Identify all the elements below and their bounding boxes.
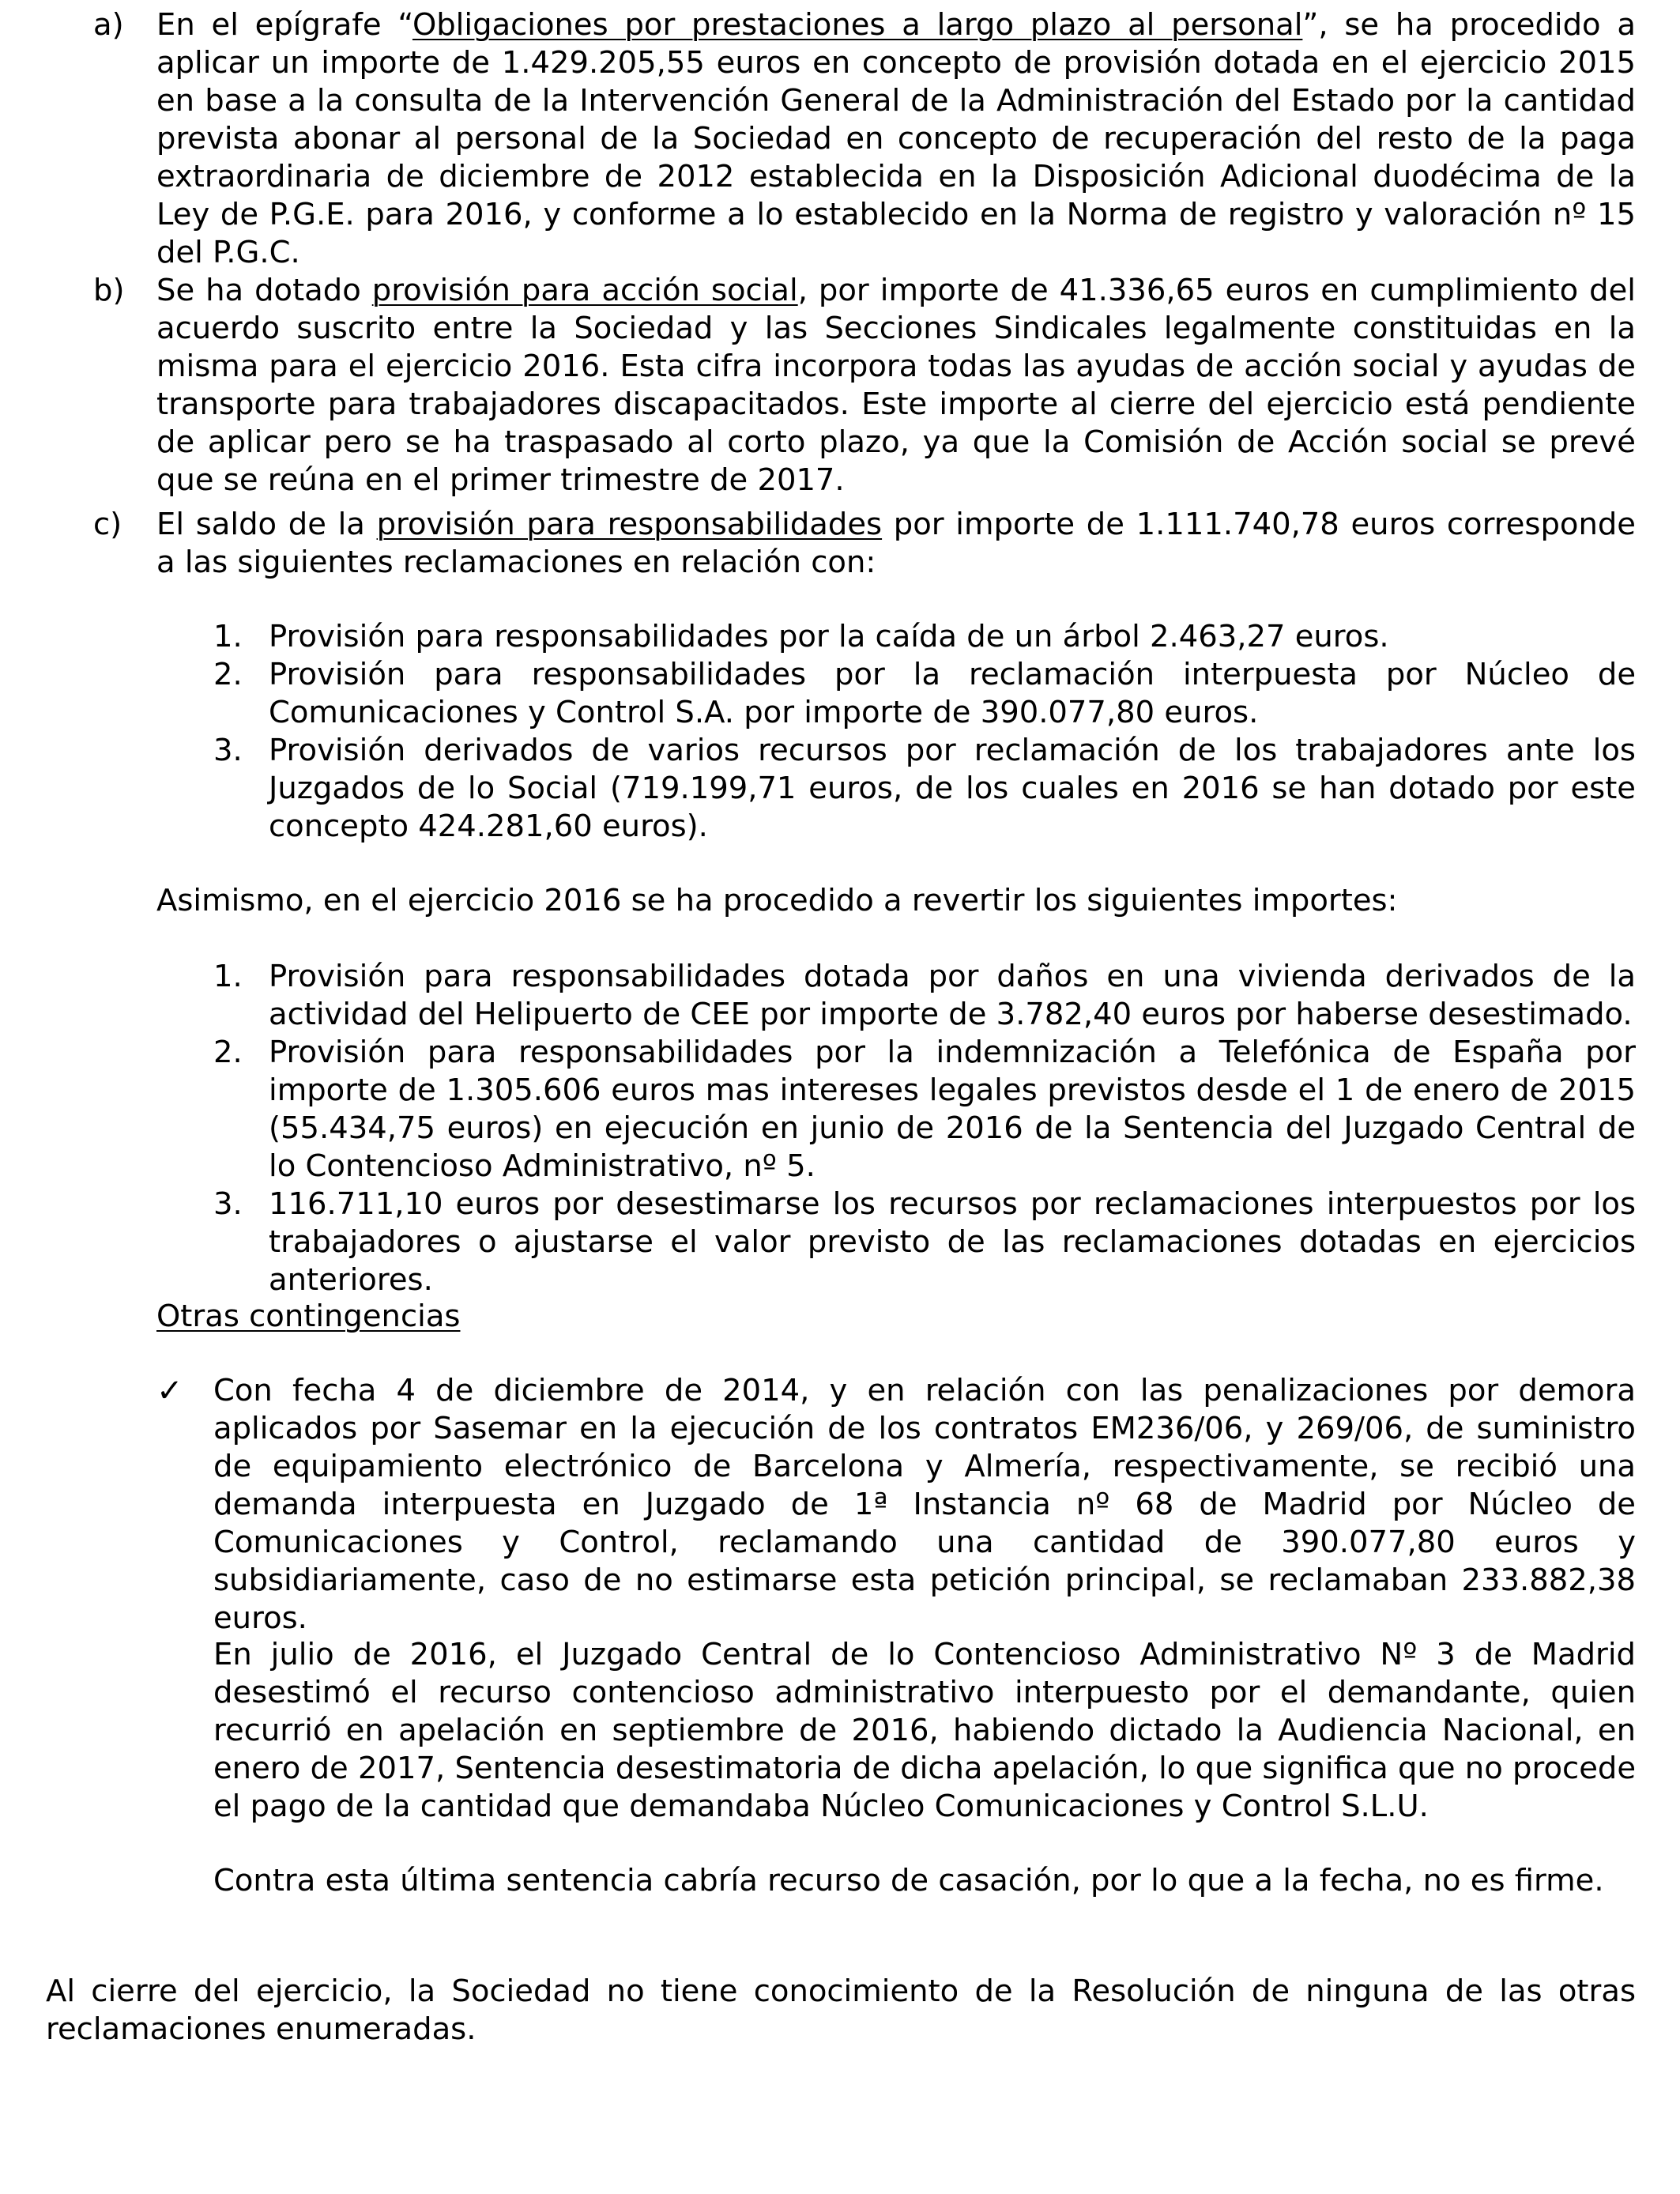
contingency-paragraph-3: Contra esta última sentencia cabría recurso de casación, por lo que a la fecha, no es firme.: [213, 1863, 1604, 1898]
section-c-underlined-term: provisión para responsabilidades: [376, 507, 883, 542]
contingency-paragraph-2: En julio de 2016, el Juzgado Central de lo Contencioso Administrativo Nº 3 de Madrid desestimó el recurso contencioso administrativo interpuesto por el demandante, quien recurrió en apelación en septiembre de 2016, habiendo dictado la Audiencia Nacional, en enero de 2017, Sentencia desestimatoria de dicha apelación, lo que significa que no procede el pago de la cantidad que demandaba Núcleo Comunicaciones y Control S.L.U.: [213, 1637, 1636, 1824]
list-item: 116.711,10 euros por desestimarse los recursos por reclamaciones interpuestos por los trabajadores o ajustarse el valor previsto de las reclamaciones dotadas en ejercicios anteriores.: [269, 1186, 1636, 1298]
list-item: Provisión derivados de varios recursos por reclamación de los trabajadores ante los Juzgados de lo Social (719.199,71 euros, de los cuales en 2016 se han dotado por este concepto 424.281,60 euros).: [269, 733, 1636, 844]
section-c-paragraph: [156, 506, 1636, 582]
list-item-number: 1.: [213, 619, 243, 654]
section-a-text-after: ”, se ha procedido a aplicar un importe de 1.429.205,55 euros en concepto de provisión dotada en el ejercicio 2015 en base a la consulta de la Intervención General de la Administración del Estado por la cantidad prevista abonar al personal de la Sociedad en concepto de recuperación del resto de la paga extraordinaria de diciembre de 2012 establecida en la Disposición Adicional duodécima de la Ley de P.G.E. para 2016, y conforme a lo establecido en la Norma de registro y valoración nº 15 del P.G.C.: [156, 7, 1636, 270]
list-item: Provisión para responsabilidades dotada por daños en una vivienda derivados de la actividad del Helipuerto de CEE por importe de 3.782,40 euros por haberse desestimado.: [269, 959, 1636, 1032]
reversal-intro: Asimismo, en el ejercicio 2016 se ha procedido a revertir los siguientes importes:: [156, 883, 1398, 918]
list-item: Provisión para responsabilidades por la reclamación interpuesta por Núcleo de Comunicaciones y Control S.A. por importe de 390.077,80 euros.: [269, 657, 1636, 730]
section-a-text-before: En el epígrafe “: [156, 7, 412, 43]
section-c-text-before: El saldo de la: [156, 507, 377, 542]
contingency-paragraph-1: Con fecha 4 de diciembre de 2014, y en relación con las penalizaciones por demora aplicados por Sasemar en la ejecución de los contratos EM236/06, y 269/06, de suministro de equipamiento electrónico de Barcelona y Almería, respectivamente, se recibió una demanda interpuesta en Juzgado de 1ª Instancia nº 68 de Madrid por Núcleo de Comunicaciones y Control, reclamando una cantidad de 390.077,80 euros y subsidiariamente, caso de no estimarse esta petición principal, se reclamaban 233.882,38 euros.: [213, 1373, 1636, 1636]
section-b-marker: b): [93, 273, 125, 308]
list-item-number: 3.: [213, 1186, 243, 1222]
section-b-paragraph: [156, 272, 1636, 499]
section-heading: Otras contingencias: [156, 1299, 461, 1334]
section-c-marker: c): [93, 507, 122, 542]
section-a-marker: a): [93, 7, 124, 43]
list-item-number: 3.: [213, 733, 243, 768]
list-item-number: 2.: [213, 657, 243, 692]
list-item-number: 1.: [213, 959, 243, 994]
section-b-text-before: Se ha dotado: [156, 273, 372, 308]
list-item-number: 2.: [213, 1035, 243, 1070]
checkmark-icon: ✓: [156, 1373, 183, 1409]
section-c-text-after: por importe de 1.111.740,78 euros corresponde a las siguientes reclamaciones en relación con:: [156, 507, 1636, 580]
section-a-underlined-term: Obligaciones por prestaciones a largo plazo al personal: [412, 7, 1303, 43]
section-b-underlined-term: provisión para acción social: [371, 273, 798, 308]
closing-paragraph: Al cierre del ejercicio, la Sociedad no tiene conocimiento de la Resolución de ninguna de las otras reclamaciones enumeradas.: [46, 1973, 1636, 2047]
list-item: Provisión para responsabilidades por la caída de un árbol 2.463,27 euros.: [269, 619, 1389, 654]
list-item: Provisión para responsabilidades por la indemnización a Telefónica de España por importe de 1.305.606 euros mas intereses legales previstos desde el 1 de enero de 2015 (55.434,75 euros) en ejecución en junio de 2016 de la Sentencia del Juzgado Central de lo Contencioso Administrativo, nº 5.: [269, 1035, 1636, 1184]
section-a-paragraph: [156, 6, 1636, 272]
section-b-text-after: , por importe de 41.336,65 euros en cumplimiento del acuerdo suscrito entre la Sociedad y las Secciones Sindicales legalmente constituidas en la misma para el ejercicio 2016. Esta cifra incorpora todas las ayudas de acción social y ayudas de transporte para trabajadores discapacitados. Este importe al cierre del ejercicio está pendiente de aplicar pero se ha traspasado al corto plazo, ya que la Comisión de Acción social se prevé que se reúna en el primer trimestre de 2017.: [156, 273, 1636, 498]
